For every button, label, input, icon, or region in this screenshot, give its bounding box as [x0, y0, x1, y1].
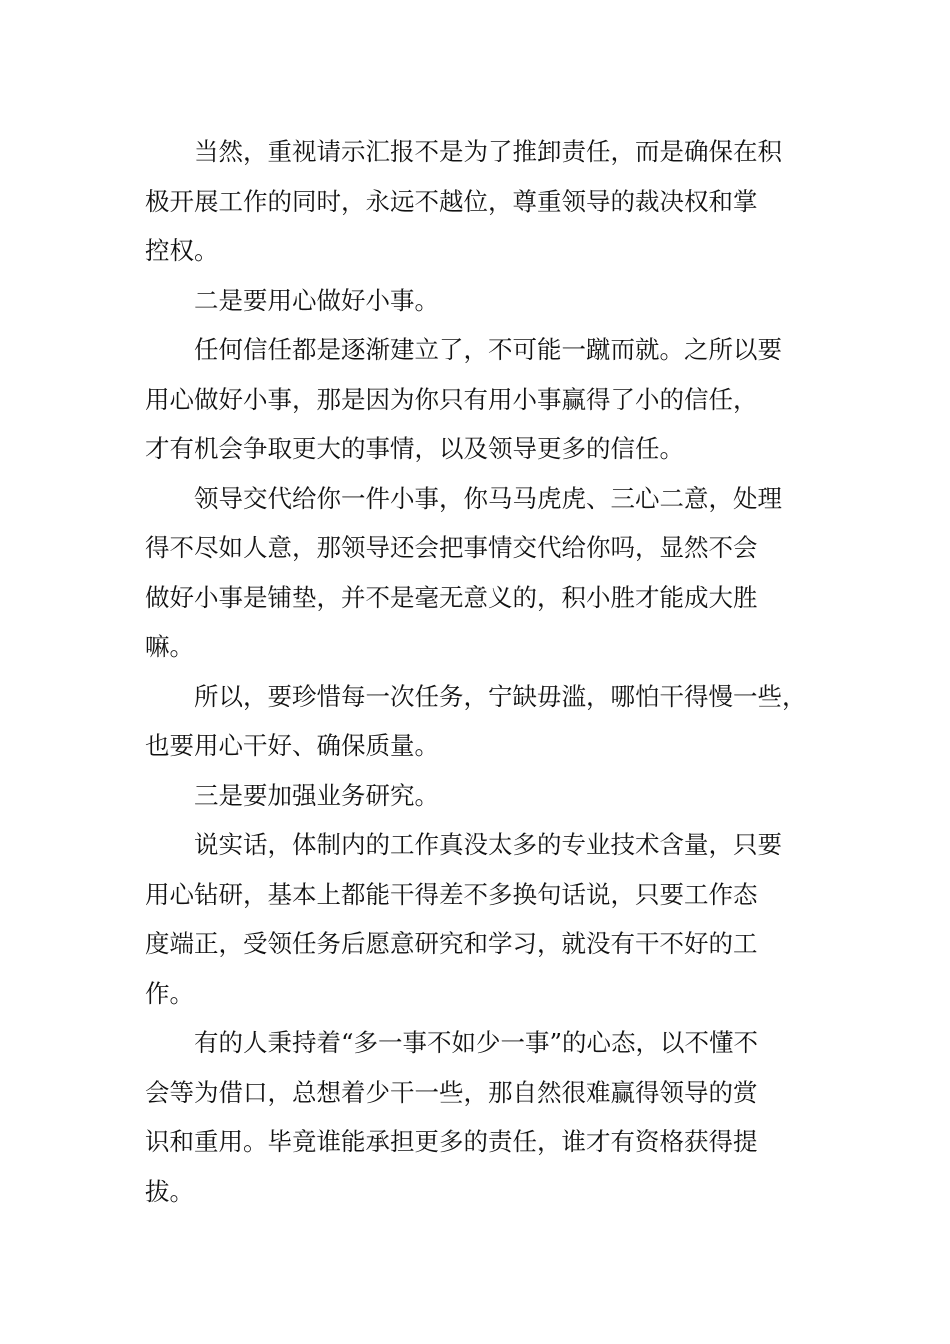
text-line: 任何信任都是逐渐建立了，不可能一蹴而就。之所以要	[194, 335, 782, 364]
text-line: 三是要加强业务研究。	[194, 780, 439, 810]
paragraph-8	[145, 1018, 825, 1216]
paragraph-3	[145, 325, 825, 474]
text-line: 领导交代给你一件小事，你马马虎虎、三心二意，处理	[194, 483, 782, 513]
text-line: 才有机会争取更大的事情，以及领导更多的信任。	[145, 434, 684, 463]
text-line: 嘛。	[145, 632, 194, 661]
text-line: 拔。	[145, 1176, 194, 1206]
text-line: 控权。	[145, 236, 219, 265]
text-line: 当然，重视请示汇报不是为了推卸责任，而是确保在积	[194, 137, 782, 166]
text-line: 会等为借口，总想着少干一些，那自然很难赢得领导的赏	[145, 1077, 758, 1107]
paragraph-5	[145, 672, 825, 771]
text-line: 得不尽如人意，那领导还会把事情交代给你吗，显然不会	[145, 533, 758, 562]
section-heading-2	[145, 276, 825, 326]
section-heading-6	[145, 771, 825, 821]
text-line: 做好小事是铺垫，并不是毫无意义的，积小胜才能成大胜	[145, 582, 758, 612]
text-line: 所以，要珍惜每一次任务，宁缺毋滥，哪怕干得慢一些，	[194, 681, 807, 711]
text-line: 度端正，受领任务后愿意研究和学习，就没有干不好的工	[145, 929, 758, 958]
paragraph-1	[145, 127, 825, 276]
text-line: 说实话，体制内的工作真没太多的专业技术含量，只要	[194, 830, 782, 859]
text-line: 用心做好小事，那是因为你只有用小事赢得了小的信任，	[145, 384, 758, 414]
document-body	[145, 127, 825, 1216]
paragraph-7	[145, 820, 825, 1018]
text-line: 二是要用心做好小事。	[194, 285, 439, 315]
paragraph-4	[145, 474, 825, 672]
text-line: 识和重用。毕竟谁能承担更多的责任，谁才有资格获得提	[145, 1127, 758, 1156]
text-line: 有的人秉持着“多一事不如少一事”的心态，以不懂不	[194, 1028, 759, 1057]
text-line: 作。	[145, 978, 194, 1008]
text-line: 也要用心干好、确保质量。	[145, 731, 439, 760]
text-line: 用心钻研，基本上都能干得差不多换句话说，只要工作态	[145, 879, 758, 909]
text-line: 极开展工作的同时，永远不越位，尊重领导的裁决权和掌	[145, 186, 758, 216]
